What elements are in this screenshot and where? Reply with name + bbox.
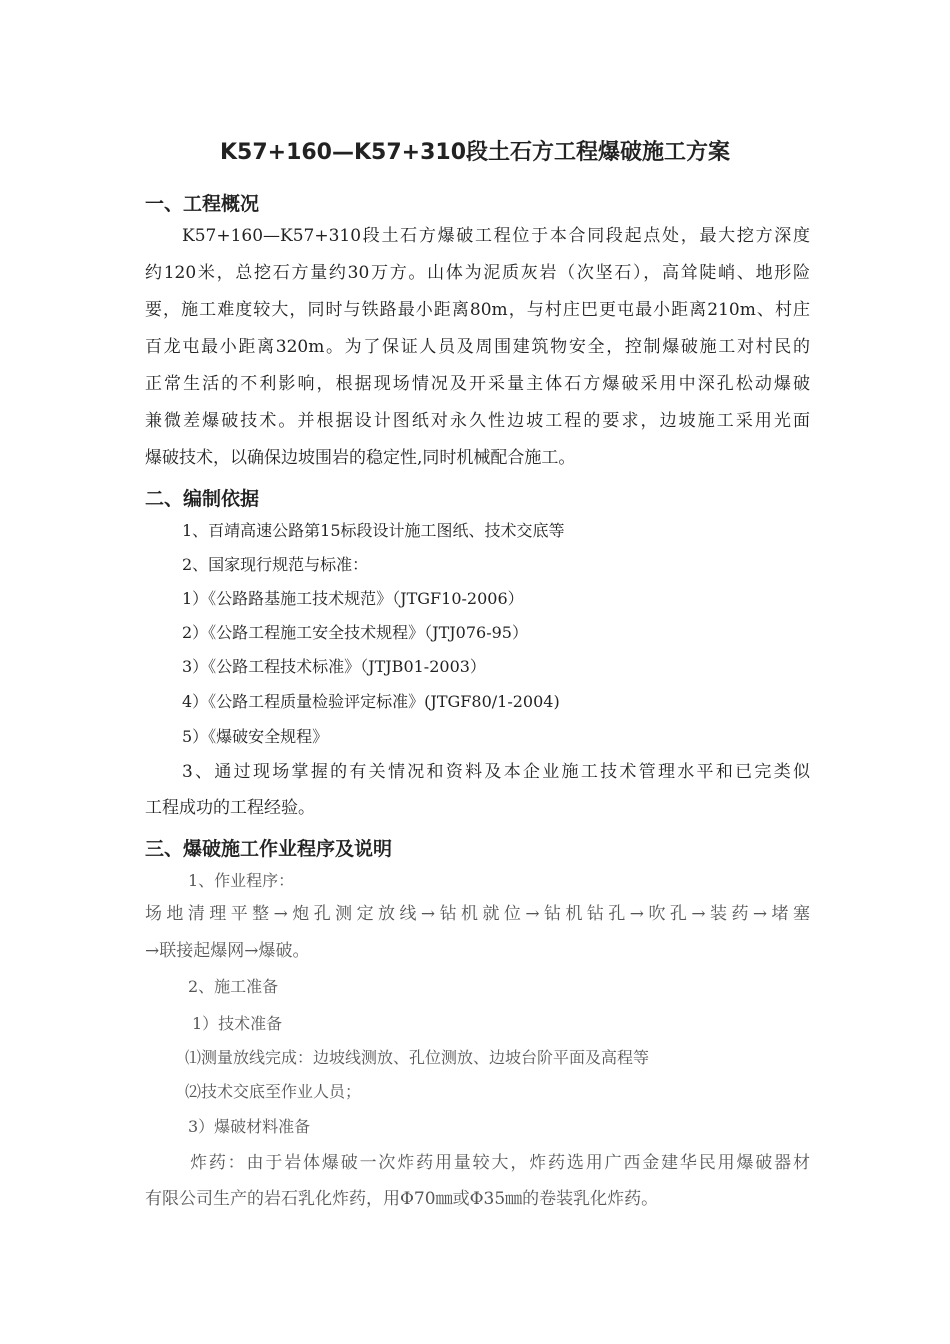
technical-prep-item-2: ⑵技术交底至作业人员； <box>185 1082 362 1101</box>
standard-item-4: 4）《公路工程质量检验评定标准》(JTGF80/1-2004) <box>182 692 560 711</box>
standard-item-3: 3）《公路工程技术标准》（JTJB01-2003） <box>182 657 486 676</box>
procedure-line: 场地清理平整→炮孔测定放线→钻机就位→钻机钻孔→吹孔→装药→堵塞 <box>145 904 810 924</box>
technical-prep-label: 1）技术准备 <box>192 1014 283 1033</box>
section-heading-basis: 二、编制依据 <box>145 488 260 510</box>
paragraph-line: 3、通过现场掌握的有关情况和资料及本企业施工技术管理水平和已完类似 <box>182 762 810 782</box>
paragraph-line: 约120米，总挖石方量约30万方。山体为泥质灰岩（次坚石），高耸陡峭、地形险 <box>145 263 810 283</box>
paragraph-line: 工程成功的工程经验。 <box>145 798 315 818</box>
procedure-label: 1、作业程序： <box>188 871 295 890</box>
paragraph-line: K57+160—K57+310段土石方爆破工程位于本合同段起点处，最大挖方深度 <box>182 226 810 246</box>
procedure-line: →联接起爆网→爆破。 <box>145 941 310 961</box>
standard-item-5: 5）《爆破安全规程》 <box>182 727 329 746</box>
paragraph-line: 要，施工难度较大，同时与铁路最小距离80m，与村庄巴更屯最小距离210m、村庄 <box>145 300 810 320</box>
document-title: K57+160—K57+310段土石方工程爆破施工方案 <box>219 140 731 165</box>
standard-item-1: 1）《公路路基施工技术规范》（JTGF10-2006） <box>182 589 524 608</box>
basis-item-1: 1、百靖高速公路第15标段设计施工图纸、技术交底等 <box>182 521 565 540</box>
technical-prep-item-1: ⑴测量放线完成：边坡线测放、孔位测放、边坡台阶平面及高程等 <box>185 1048 650 1067</box>
preparation-label: 2、施工准备 <box>188 977 279 996</box>
paragraph-line: 正常生活的不利影响，根据现场情况及开采量主体石方爆破采用中深孔松动爆破 <box>145 374 810 394</box>
paragraph-line: 有限公司生产的岩石乳化炸药，用Φ70㎜或Φ35㎜的卷装乳化炸药。 <box>145 1189 659 1209</box>
paragraph-line: 百龙屯最小距离320m。为了保证人员及周围建筑物安全，控制爆破施工对村民的 <box>145 337 810 357</box>
standard-item-2: 2）《公路工程施工安全技术规程》（JTJ076-95） <box>182 623 528 642</box>
paragraph-line: 爆破技术，以确保边坡围岩的稳定性,同时机械配合施工。 <box>145 448 576 468</box>
material-prep-label: 3）爆破材料准备 <box>188 1117 311 1136</box>
section-heading-procedure: 三、爆破施工作业程序及说明 <box>145 838 393 860</box>
paragraph-line: 兼微差爆破技术。并根据设计图纸对永久性边坡工程的要求，边坡施工采用光面 <box>145 411 810 431</box>
section-heading-overview: 一、工程概况 <box>145 193 260 215</box>
basis-item-2: 2、国家现行规范与标准： <box>182 555 369 574</box>
paragraph-line: 炸药：由于岩体爆破一次炸药用量较大，炸药选用广西金建华民用爆破器材 <box>190 1153 810 1173</box>
